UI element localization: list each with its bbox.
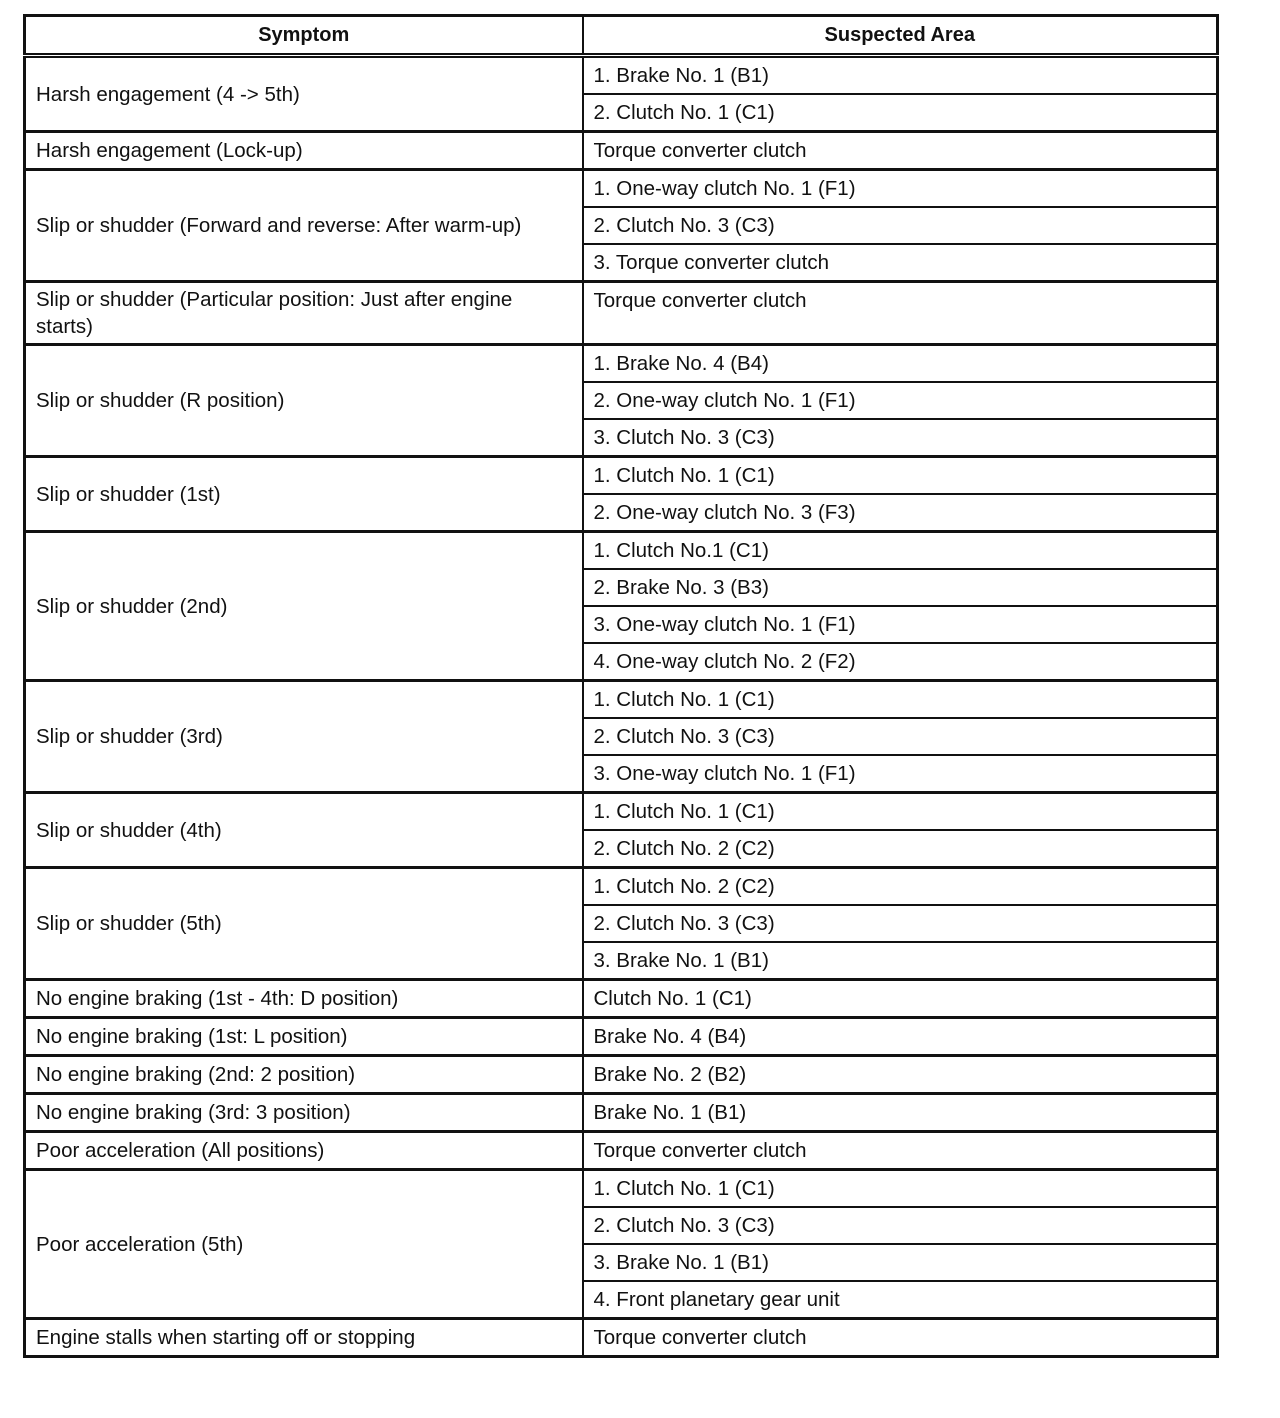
suspected-area-cell: 2. One-way clutch No. 1 (F1) [583,382,1218,419]
table-row [25,56,1218,95]
symptom-cell: Slip or shudder (4th) [25,793,583,868]
symptom-cell: No engine braking (2nd: 2 position) [25,1056,583,1094]
table-row [25,793,1218,831]
suspected-area-cell: 2. One-way clutch No. 3 (F3) [583,494,1218,532]
suspected-area-cell: 1. Clutch No. 1 (C1) [583,1170,1218,1208]
symptom-cell: Poor acceleration (5th) [25,1170,583,1319]
table-row [25,170,1218,208]
table-row [25,1018,1218,1056]
table-header [25,16,1218,56]
suspected-area-cell: 4. Front planetary gear unit [583,1281,1218,1319]
symptom-cell: Slip or shudder (R position) [25,345,583,457]
suspected-area-cell: 3. Brake No. 1 (B1) [583,1244,1218,1281]
suspected-area-cell: 1. One-way clutch No. 1 (F1) [583,170,1218,208]
suspected-area-column-header: Suspected Area [583,16,1218,56]
symptom-cell: Slip or shudder (2nd) [25,532,583,681]
suspected-area-cell: 1. Brake No. 1 (B1) [583,56,1218,95]
table-row [25,1132,1218,1170]
suspected-area-cell: 1. Clutch No. 1 (C1) [583,681,1218,719]
suspected-area-cell: 3. One-way clutch No. 1 (F1) [583,606,1218,643]
suspected-area-cell: Torque converter clutch [583,1132,1218,1170]
table-row [25,532,1218,570]
suspected-area-cell: 1. Brake No. 4 (B4) [583,345,1218,383]
suspected-area-cell: Brake No. 1 (B1) [583,1094,1218,1132]
suspected-area-cell: 2. Clutch No. 3 (C3) [583,1207,1218,1244]
table-body [25,56,1218,1357]
suspected-area-cell: 2. Clutch No. 1 (C1) [583,94,1218,132]
symptom-cell: No engine braking (1st: L position) [25,1018,583,1056]
symptom-cell: Poor acceleration (All positions) [25,1132,583,1170]
table-row [25,681,1218,719]
table-row [25,1170,1218,1208]
suspected-area-cell: 3. Clutch No. 3 (C3) [583,419,1218,457]
symptom-cell: Slip or shudder (1st) [25,457,583,532]
suspected-area-cell: Brake No. 2 (B2) [583,1056,1218,1094]
table-row [25,1056,1218,1094]
suspected-area-cell: 1. Clutch No.1 (C1) [583,532,1218,570]
suspected-area-cell: 2. Clutch No. 3 (C3) [583,905,1218,942]
suspected-area-cell: 2. Brake No. 3 (B3) [583,569,1218,606]
suspected-area-cell: 3. One-way clutch No. 1 (F1) [583,755,1218,793]
suspected-area-cell: 1. Clutch No. 1 (C1) [583,793,1218,831]
table-row [25,1319,1218,1357]
table-row [25,282,1218,345]
table-row [25,132,1218,170]
table-row [25,980,1218,1018]
symptom-cell: No engine braking (3rd: 3 position) [25,1094,583,1132]
symptom-cell: Harsh engagement (4 -> 5th) [25,56,583,132]
suspected-area-cell: 3. Brake No. 1 (B1) [583,942,1218,980]
symptom-cell: No engine braking (1st - 4th: D position) [25,980,583,1018]
symptom-cell: Slip or shudder (5th) [25,868,583,980]
suspected-area-cell: 2. Clutch No. 3 (C3) [583,207,1218,244]
suspected-area-cell: 1. Clutch No. 1 (C1) [583,457,1218,495]
symptom-cell: Slip or shudder (Particular position: Just after engine starts) [25,282,583,345]
suspected-area-cell: 2. Clutch No. 3 (C3) [583,718,1218,755]
symptom-cell: Slip or shudder (3rd) [25,681,583,793]
table-row [25,868,1218,906]
suspected-area-cell: 1. Clutch No. 2 (C2) [583,868,1218,906]
diagnosis-table [23,14,1219,1358]
suspected-area-cell: Brake No. 4 (B4) [583,1018,1218,1056]
table-row [25,1094,1218,1132]
symptom-cell: Slip or shudder (Forward and reverse: After warm-up) [25,170,583,282]
symptom-cell: Harsh engagement (Lock-up) [25,132,583,170]
suspected-area-cell: 2. Clutch No. 2 (C2) [583,830,1218,868]
suspected-area-cell: Torque converter clutch [583,132,1218,170]
suspected-area-cell: Torque converter clutch [583,282,1218,345]
header-row [25,16,1218,56]
suspected-area-cell: Clutch No. 1 (C1) [583,980,1218,1018]
suspected-area-cell: 3. Torque converter clutch [583,244,1218,282]
table-row [25,457,1218,495]
table-row [25,345,1218,383]
suspected-area-cell: Torque converter clutch [583,1319,1218,1357]
symptom-column-header: Symptom [25,16,583,56]
suspected-area-cell: 4. One-way clutch No. 2 (F2) [583,643,1218,681]
symptom-cell: Engine stalls when starting off or stopping [25,1319,583,1357]
